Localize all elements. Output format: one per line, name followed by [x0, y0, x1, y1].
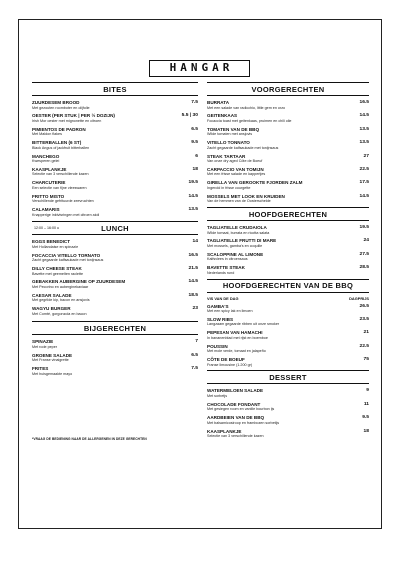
menu-item-text: [207, 167, 355, 177]
menu-item-text: [207, 252, 355, 262]
menu-item-price: 21: [363, 330, 369, 336]
menu-item-name: VITELLO TONNATO: [207, 140, 250, 146]
menu-item-text: [207, 415, 358, 425]
menu-item: [207, 180, 369, 190]
menu-item-description: Franse limousine (1.200 gr): [207, 362, 253, 367]
menu-item-price: 5.5 | 30: [181, 113, 198, 119]
section-bbq-header: HOOFDGERECHTEN VAN DE BBQ: [207, 279, 369, 293]
menu-item-description: Kalfsvlees in citroensaus: [207, 257, 248, 262]
left-column: [32, 82, 198, 379]
menu-item-name: GEBAKKEN AUBERGINE OP ZUURDESEM: [32, 279, 126, 285]
menu-item-description: Met huisgemaakte mayo: [32, 371, 73, 376]
menu-item-price: 28.5: [359, 265, 369, 271]
menu-item-name: MOSSELS MET LOOK EN KRUIDEN: [207, 193, 285, 199]
menu-item-price: 9: [366, 388, 369, 394]
lunch-list: [32, 239, 198, 316]
right-column: [207, 82, 369, 442]
menu-item-description: Met Franse vinaigrette: [32, 358, 69, 363]
section-voorgerechten-header: VOORGERECHTEN: [207, 82, 369, 96]
lunch-title: LUNCH: [101, 223, 129, 233]
menu-item-text: [32, 154, 191, 164]
menu-item: [207, 194, 369, 204]
menu-item-text: [207, 429, 360, 439]
daily-price-label: DAGPRIJS: [349, 295, 369, 301]
menu-item-price: 18: [192, 166, 198, 172]
menu-item-text: [32, 266, 184, 276]
menu-item-description: Ingerold in frisse courgette: [207, 185, 251, 190]
menu-item-name: BAVETTE STEAK: [207, 265, 245, 271]
menu-item-description: Een selectie van fijne vleeswaren: [32, 185, 87, 190]
menu-item-name: PIMIENTOS DE PADRON: [32, 126, 86, 132]
menu-item-text: [207, 180, 355, 190]
menu-item-name: CHOCOLADE FONDANT: [207, 401, 261, 407]
menu-item-price: 14.5: [188, 279, 198, 285]
menu-item-text: [32, 113, 178, 123]
section-bites-header: BITES: [32, 82, 198, 96]
menu-item-description: Met gegrilde kip, bacon en ansjovis: [32, 298, 90, 303]
allergen-footnote: *VRAAG DE BEDIENING NAAR DE ALLERGENEN IN DEZE GERECHTEN: [32, 437, 147, 441]
menu-item-price: 13.5: [359, 126, 369, 132]
menu-item-name: CAESAR SALADE: [32, 292, 72, 298]
menu-item-price: 6.5: [191, 126, 198, 132]
menu-item-description: Met rode peper: [32, 344, 58, 349]
menu-item-name: GIRELLA VAN GEROOKTE FJORDEN ZALM: [207, 180, 303, 186]
menu-item-description: Met Pecorino en auberginekaviaar: [32, 284, 89, 289]
menu-item: [32, 140, 198, 150]
menu-item-price: 22.5: [359, 343, 369, 349]
menu-item-name: WAGYU BURGER: [32, 306, 71, 312]
menu-item-price: 23.5: [359, 316, 369, 322]
menu-item-price: 19.5: [188, 180, 198, 186]
menu-item-price: 9.5: [191, 140, 198, 146]
menu-item: [207, 402, 369, 412]
menu-item-name: WATERMELOEN SALADE: [207, 388, 264, 394]
bijgerechten-list: [32, 339, 198, 376]
menu-item: [207, 225, 369, 235]
menu-item-description: Irish Mor oester met mignonette en citroen: [32, 118, 102, 123]
fish-of-the-day-label: VIS VAN DE DAG: [207, 295, 239, 301]
menu-item-name: PEPESAN VAN HAMACHI: [207, 330, 263, 336]
menu-item-price: 9.5: [362, 415, 369, 421]
hangar-logo: HANGAR: [149, 60, 250, 77]
menu-item-price: 7.5: [191, 366, 198, 371]
menu-item-text: [207, 357, 360, 367]
menu-item-description: Van onze dry aged Côte de Boeuf: [207, 159, 263, 164]
menu-item-description: Met Comté, gorgonzola en bacon: [32, 311, 87, 316]
menu-item-name: STEAK TARTAAR: [207, 153, 246, 159]
menu-item-name: BURRATA: [207, 100, 230, 105]
menu-item-name: SPINAZIE: [32, 339, 54, 345]
menu-item-text: [32, 180, 184, 190]
menu-item-description: Selectie van 3 verschillende kazen: [32, 172, 89, 177]
menu-item: [207, 429, 369, 439]
menu-item-description: Met een salade van radicchio, little gem en orzo: [207, 105, 286, 110]
menu-item-name: KAASPLANKJE: [207, 428, 242, 434]
menu-item-text: [32, 339, 191, 349]
fish-of-the-day: [207, 296, 369, 301]
menu-item-price: 13.5: [359, 140, 369, 146]
menu-item: [207, 127, 369, 137]
menu-item-name: AARDBEIEN VAN DE BBQ: [207, 415, 265, 421]
menu-item-name: FRITES: [32, 366, 49, 371]
menu-item-description: Met sorbetjs: [207, 393, 228, 398]
menu-item-name: CÔTE DE BOEUF: [207, 357, 245, 362]
menu-item: [207, 344, 369, 354]
menu-item-name: KAASPLANKJE: [32, 166, 67, 172]
menu-item: [207, 140, 369, 150]
menu-item-text: [32, 306, 189, 316]
menu-item-price: 22.5: [359, 166, 369, 172]
menu-item-description: In bananenblad met rijst en boemboe: [207, 335, 268, 340]
menu-item: [207, 388, 369, 398]
menu-item: [32, 339, 198, 349]
menu-item-name: TOMATEN VAN DE BBQ: [207, 126, 260, 132]
menu-item-text: [207, 388, 362, 398]
section-bijgerechten-header: BIJGERECHTEN: [32, 321, 198, 335]
section-hoofdgerechten-header: HOOFDGERECHTEN: [207, 207, 369, 221]
menu-item-price: 17.5: [359, 180, 369, 186]
menu-item-text: [207, 330, 360, 340]
menu-item-name: SLOW RIBS: [207, 316, 234, 322]
menu-item: [32, 127, 198, 137]
menu-item-price: 18.5: [188, 292, 198, 298]
menu-item-price: 26.5: [359, 303, 369, 309]
menu-item: [207, 167, 369, 177]
menu-item: [207, 100, 369, 110]
menu-item-description: Nederlands rund: [207, 270, 235, 275]
menu-item-description: Wilde tomaten met ansjovis: [207, 132, 253, 137]
menu-item: [207, 252, 369, 262]
menu-item-text: [32, 366, 187, 376]
menu-item-text: [207, 194, 355, 204]
menu-item-description: Zacht gegaarde kalfsaukade met tonijnsaus: [32, 258, 104, 263]
menu-item-text: [207, 265, 355, 275]
menu-item-text: [32, 194, 184, 204]
menu-item-name: FRITTO MISTO: [32, 193, 65, 199]
menu-item-description: Langzaam gegaarde ribben uit onze smoker: [207, 322, 280, 327]
menu-item-price: 6: [195, 153, 198, 159]
menu-item-price: 13.5: [188, 207, 198, 212]
menu-item: [32, 167, 198, 177]
menu-item-price: 14.5: [359, 193, 369, 199]
menu-item-name: POUSSIN: [207, 343, 228, 349]
menu-item: [207, 317, 369, 327]
menu-item: [32, 180, 198, 190]
menu-item-description: Kwesperen gelei: [32, 159, 60, 164]
menu-item-name: GAMBA'S: [207, 303, 229, 309]
menu-item-name: TAGLIATELLE FRUTTI DI MARE: [207, 238, 277, 244]
menu-item-description: Knapperige inktvisringen met citroen aioli: [32, 212, 100, 217]
menu-item-name: TAGLIATELLE CRUDAIOLA: [207, 225, 267, 230]
menu-item: [32, 306, 198, 316]
menu-item-description: Met gesiegen room en vanille bourbon ijs: [207, 407, 275, 412]
menu-item: [32, 154, 198, 164]
menu-item-name: CALAMARIS: [32, 207, 60, 212]
menu-item-price: 7.5: [191, 100, 198, 105]
menu-item-text: [32, 253, 184, 263]
menu-item: [207, 113, 369, 123]
menu-item-text: [32, 239, 189, 249]
menu-item-name: BITTERBALLEN (6 ST): [32, 140, 82, 146]
menu-item-name: OESTER (PER STUK | PER ½ DOZIJN): [32, 113, 115, 119]
menu-item: [32, 239, 198, 249]
menu-item-description: Verschillende gefrituurde zeevruchten: [32, 199, 94, 204]
menu-item-description: Met Hollandaise en spinazie: [32, 244, 79, 249]
menu-item: [32, 353, 198, 363]
lunch-hours: 12:00 – 16:00 u: [34, 226, 59, 231]
menu-item-price: 11: [363, 401, 369, 407]
menu-item: [32, 266, 198, 276]
menu-item-text: [207, 113, 355, 123]
menu-item-text: [207, 304, 355, 314]
menu-item-text: [32, 140, 187, 150]
menu-item-description: Met een spicy lak en limoen: [207, 309, 253, 314]
menu-item: [207, 304, 369, 314]
menu-item-text: [32, 207, 184, 217]
menu-item-text: [207, 100, 355, 110]
menu-item-description: Selectie van 3 verschillende kazen: [207, 434, 264, 439]
dessert-list: [207, 388, 369, 438]
menu-item-price: 24: [363, 238, 369, 244]
menu-item-text: [32, 293, 184, 303]
menu-item-text: [32, 100, 187, 110]
menu-item-description: Black Angus of jackfruit bitterballen: [32, 145, 90, 150]
menu-item-name: FOCACCIA VITELLO TORNATO: [32, 252, 101, 258]
menu-item-price: 16.5: [359, 100, 369, 105]
menu-item-description: Bavette met geemelten raclette: [32, 271, 84, 276]
menu-item: [32, 279, 198, 289]
menu-item-description: Met balsamicosiroop en frambozen sorbetijs: [207, 420, 280, 425]
menu-item-text: [32, 353, 187, 363]
menu-item: [207, 330, 369, 340]
menu-item-price: 18: [363, 428, 369, 434]
menu-item-description: Focaccia toast met geitenkaas, pruimen en chili olie: [207, 118, 292, 123]
menu-item-text: [207, 238, 360, 248]
menu-item-name: ZUURDESEM BROOD: [32, 100, 80, 105]
menu-item: [32, 207, 198, 217]
menu-item: [32, 253, 198, 263]
menu-item: [207, 265, 369, 275]
menu-item-name: CHARCUTERIE: [32, 180, 66, 186]
menu-item-name: DILLY CHEESE STEAK: [32, 265, 82, 271]
bites-list: [32, 100, 198, 217]
menu-item-description: Van de hemmen van de Oosterschelde: [207, 199, 271, 204]
menu-item-description: Met gezouten roomboter en olijfolie: [32, 105, 90, 110]
menu-item-description: Wilde tomaat, burrata en ricotta salata: [207, 230, 270, 235]
menu-item: [32, 100, 198, 110]
section-lunch-header: [32, 221, 198, 235]
menu-item-name: EGGS BENEDICT: [32, 239, 71, 245]
menu-item-price: 14.5: [359, 113, 369, 119]
voorgerechten-list: [207, 100, 369, 204]
menu-item-text: [207, 154, 360, 164]
menu-item-price: 14: [192, 239, 198, 245]
menu-item-description: Met een frisse salade en kappertjes: [207, 172, 266, 177]
menu-item: [32, 366, 198, 376]
menu-item-description: Met mossels, gamba's en coquille: [207, 243, 263, 248]
bbq-list: [207, 304, 369, 368]
menu-item-price: 27: [363, 153, 369, 159]
menu-item-name: SCALOPPINE AL LIMONE: [207, 251, 264, 257]
menu-item-text: [32, 279, 184, 289]
menu-item: [207, 154, 369, 164]
menu-item-name: GEITENKAAS: [207, 113, 238, 119]
menu-item-text: [32, 167, 189, 177]
menu-item-text: [207, 140, 355, 150]
menu-item-name: MANCHEGO: [32, 153, 60, 159]
menu-item-description: Zacht gegaarde kalfsaukade met tonijnsaus: [207, 145, 279, 150]
menu-item-price: 6.5: [191, 352, 198, 358]
menu-item-price: 7: [195, 339, 198, 345]
menu-item-text: [207, 317, 355, 327]
menu-item-price: 27.5: [359, 251, 369, 257]
hoofdgerechten-list: [207, 225, 369, 275]
menu-item-name: GROENE SALADE: [32, 352, 73, 358]
menu-item-description: Met mole verde, tomaat en jalapeño: [207, 349, 266, 354]
menu-item-name: CARPACCIO VAN TOMIJN: [207, 166, 264, 172]
menu-item-text: [207, 344, 355, 354]
menu-item: [207, 357, 369, 367]
menu-item: [32, 293, 198, 303]
menu-item-price: 19.5: [359, 225, 369, 230]
menu-item-price: 16.5: [188, 252, 198, 258]
section-dessert-header: DESSERT: [207, 370, 369, 384]
menu-item-price: 75: [363, 357, 369, 362]
menu-item: [32, 113, 198, 123]
menu-item-price: 14.5: [188, 193, 198, 199]
menu-item: [32, 194, 198, 204]
menu-item-text: [207, 127, 355, 137]
menu-item-price: 21.5: [188, 265, 198, 271]
menu-item-text: [32, 127, 187, 137]
menu-item-description: Met Maldon flakes: [32, 132, 62, 137]
menu-item: [207, 415, 369, 425]
menu-item: [207, 238, 369, 248]
menu-item-price: 23: [192, 306, 198, 312]
menu-item-text: [207, 225, 355, 235]
menu-item-text: [207, 402, 360, 412]
